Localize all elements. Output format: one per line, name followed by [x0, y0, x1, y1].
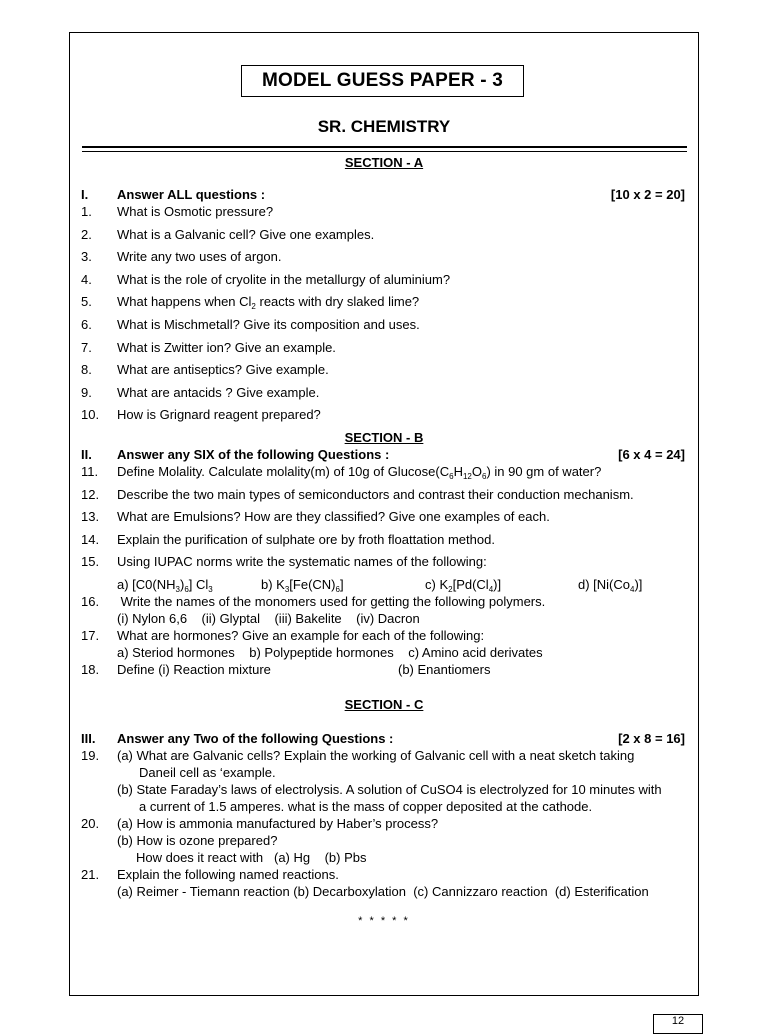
question-number: 20.: [81, 816, 100, 831]
question-text: What are antiseptics? Give example.: [117, 362, 329, 377]
question-number: 9.: [81, 385, 92, 400]
options-text: a) Steriod hormones b) Polypeptide hormones c) Amino acid derivates: [117, 645, 543, 660]
question-number: 15.: [81, 554, 100, 569]
question-number: 21.: [81, 867, 100, 882]
question-text: What is a Galvanic cell? Give one examples.: [117, 227, 375, 242]
part-number: II.: [81, 447, 92, 462]
question-text: (b) State Faraday’s laws of electrolysis. A solution of CuSO4 is electrolyzed for 10 minutes with: [117, 782, 662, 797]
part-number: III.: [81, 731, 96, 746]
question-number: 5.: [81, 294, 92, 309]
question-text: Daneil cell as ‘example.: [139, 765, 276, 780]
question-text-part-b: (b) Enantiomers: [398, 662, 491, 677]
question-number: 7.: [81, 340, 92, 355]
option-a: a) $[C0(NH_3)_6]$ $Cl_3$: [117, 577, 213, 594]
question-text: Explain the following named reactions.: [117, 867, 339, 882]
question-number: 13.: [81, 509, 100, 524]
question-text: What is the role of cryolite in the metallurgy of aluminium?: [117, 272, 451, 287]
instruction-text: Answer any SIX of the following Questions :: [117, 447, 390, 462]
section-a-heading: SECTION - A: [344, 155, 424, 170]
section-c-heading: SECTION - C: [344, 697, 424, 712]
option-c: c) $K_2[Pd(Cl_4)]$: [425, 577, 502, 594]
question-text: What happens when $Cl_2$ reacts with dry slaked lime?: [117, 294, 420, 311]
header-rule-thick: [82, 146, 687, 148]
instruction-text: Answer any Two of the following Questions :: [117, 731, 394, 746]
question-text: Using IUPAC norms write the systematic names of the following:: [117, 554, 487, 569]
instruction-text: Answer ALL questions :: [117, 187, 266, 202]
question-text: What is Osmotic pressure?: [117, 204, 274, 219]
question-number: 16.: [81, 594, 100, 609]
question-text: Describe the two main types of semiconductors and contrast their conduction mechanism.: [117, 487, 634, 502]
marks-scheme: [10 x 2 = 20]: [610, 187, 685, 202]
question-number: 19.: [81, 748, 100, 763]
question-text: (a) How is ammonia manufactured by Haber’s process?: [117, 816, 439, 831]
page-number: 12: [653, 1014, 703, 1034]
option-b: b) $K_3[Fe(CN)_6]$: [261, 577, 344, 594]
question-number: 2.: [81, 227, 92, 242]
question-text: What is Zwitter ion? Give an example.: [117, 340, 336, 355]
question-text: (a) Reimer - Tiemann reaction (b) Decarboxylation (c) Cannizzaro reaction (d) Esterification: [117, 884, 649, 899]
part-number: I.: [81, 187, 89, 202]
question-text: What are hormones? Give an example for each of the following:: [117, 628, 485, 643]
question-text: What are antacids ? Give example.: [117, 385, 320, 400]
marks-scheme: [2 x 8 = 16]: [618, 731, 685, 746]
header-rule-thin: [82, 151, 687, 152]
question-text: (a) What are Galvanic cells? Explain the working of Galvanic cell with a neat sketch taking: [117, 748, 635, 763]
question-number: 4.: [81, 272, 92, 287]
section-b-heading: SECTION - B: [344, 430, 424, 445]
question-text: What are Emulsions? How are they classified? Give one examples of each.: [117, 509, 550, 524]
question-number: 1.: [81, 204, 92, 219]
end-stars: * * * * *: [358, 915, 410, 927]
question-number: 18.: [81, 662, 100, 677]
question-text: Write any two uses of argon.: [117, 249, 282, 264]
question-number: 14.: [81, 532, 100, 547]
question-number: 8.: [81, 362, 92, 377]
options-text: (i) Nylon 6,6 (ii) Glyptal (iii) Bakelite (iv) Dacron: [117, 611, 420, 626]
question-number: 10.: [81, 407, 100, 422]
question-text: Explain the purification of sulphate ore by froth floattation method.: [117, 532, 495, 547]
question-text: Define Molality. Calculate molality(m) of 10g of $Glucose(C_6H_{12}O_6)$ in 90 gm of water?: [117, 464, 602, 481]
marks-scheme: [6 x 4 = 24]: [618, 447, 685, 462]
question-number: 6.: [81, 317, 92, 332]
question-number: 17.: [81, 628, 100, 643]
question-number: 3.: [81, 249, 92, 264]
question-text: How does it react with (a) Hg (b) Pbs: [136, 850, 367, 865]
question-number: 12.: [81, 487, 100, 502]
question-text: Define (i) Reaction mixture: [117, 662, 271, 677]
option-d: d) $[Ni(Co_4)]$: [578, 577, 643, 594]
paper-title: MODEL GUESS PAPER - 3: [241, 65, 524, 97]
question-text: a current of 1.5 amperes. what is the mass of copper deposited at the cathode.: [139, 799, 593, 814]
question-text: What is Mischmetall? Give its composition and uses.: [117, 317, 420, 332]
question-text: Write the names of the monomers used for getting the following polymers.: [117, 594, 546, 609]
question-text: How is Grignard reagent prepared?: [117, 407, 321, 422]
question-text: (b) How is ozone prepared?: [117, 833, 278, 848]
subject-title: SR. CHEMISTRY: [317, 117, 451, 136]
question-number: 11.: [81, 464, 99, 479]
